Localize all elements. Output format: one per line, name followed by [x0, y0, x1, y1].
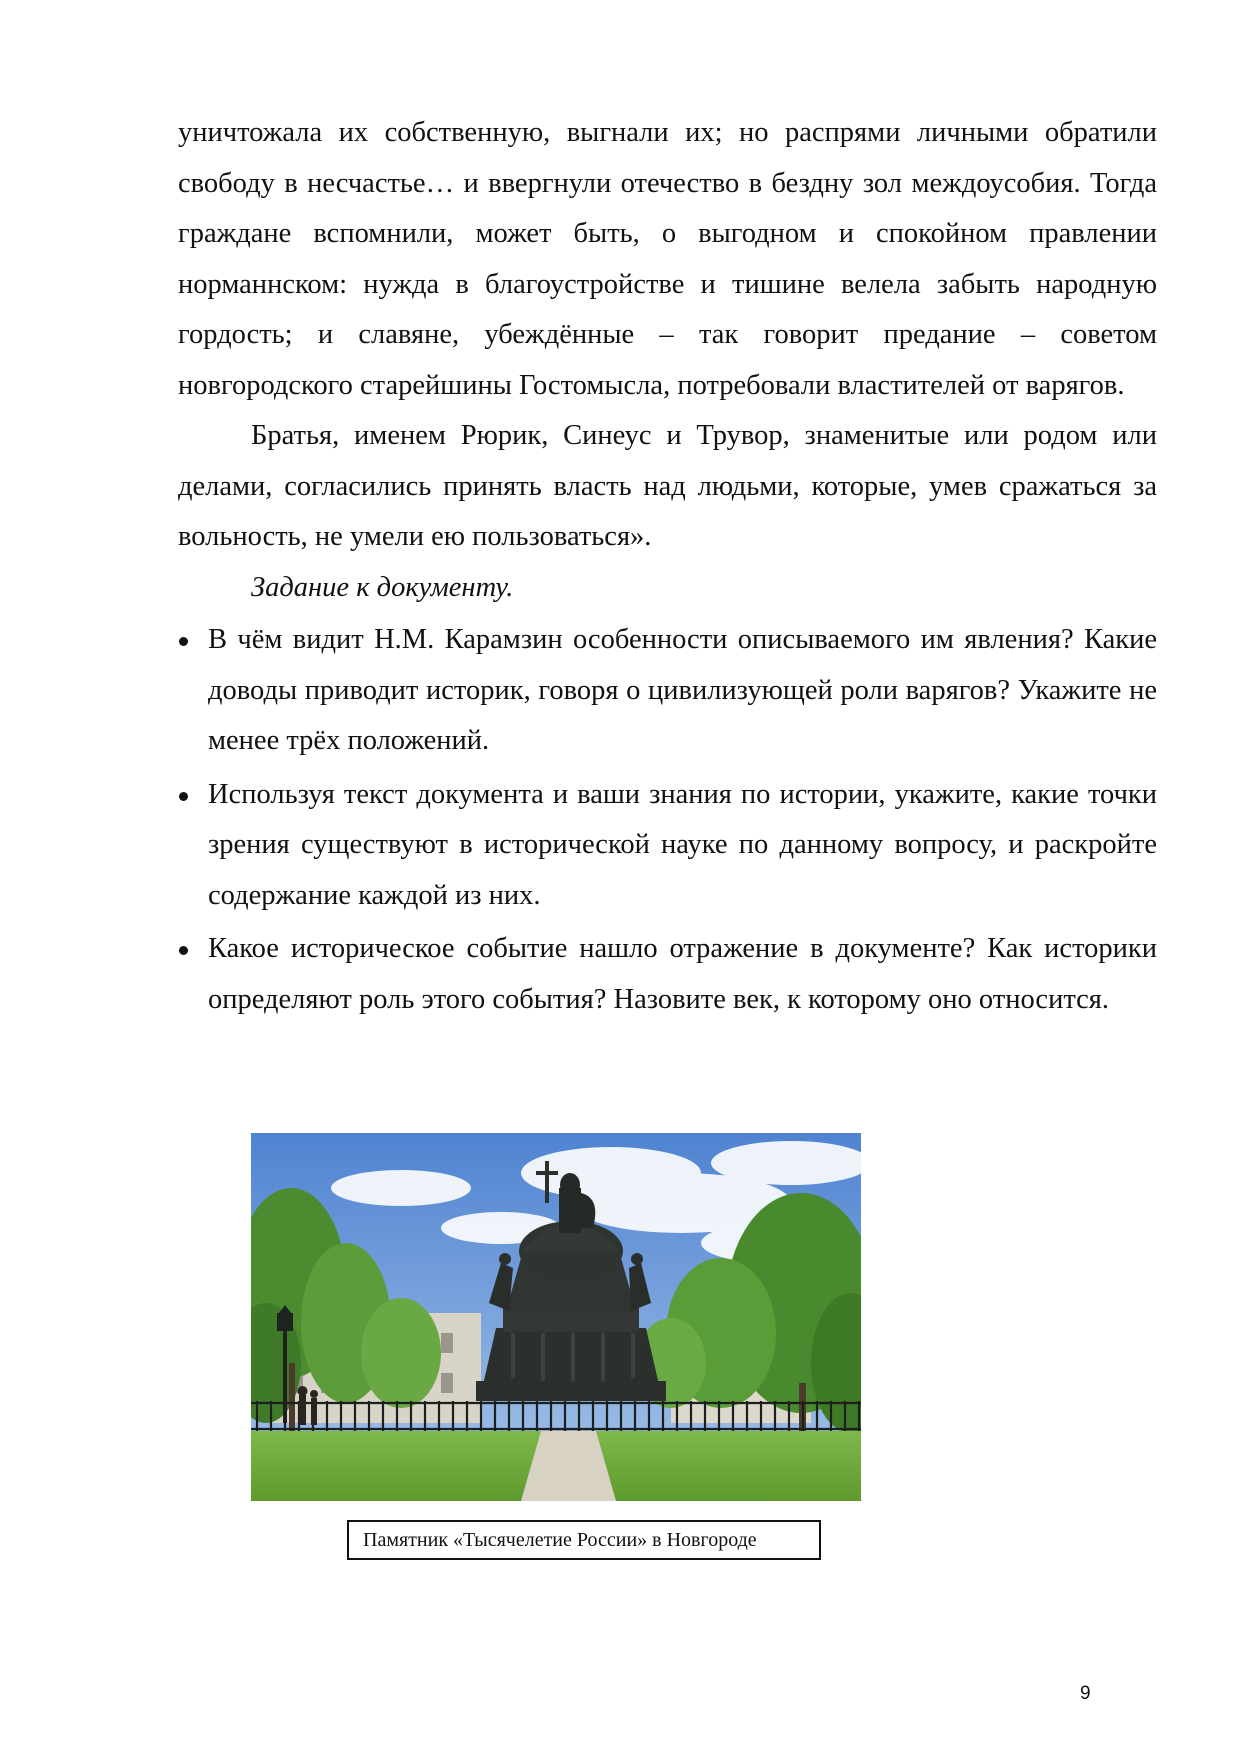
- bullet-icon: [179, 637, 188, 646]
- page-number: 9: [1080, 1683, 1091, 1704]
- question-item: [178, 615, 1157, 767]
- paragraph-2: Братья, именем Рюрик, Синеус и Трувор, знаменитые или родом или делами, согласились принять власть над людьми, которые, умев сражаться за вольность, не умели ею пользоваться».: [178, 420, 1157, 552]
- monument-photo: [251, 1133, 861, 1501]
- paragraph-1: уничтожала их собственную, выгнали их; но распрями личными обратили свободу в несчастье… и ввергнули отечество в бездну зол междоусобия. Тогда граждане вспомнили, может быть, о выгодном и спокойном правлении норманнском: нужда в благоустройстве и тишине велела забыть народную гордость; и славяне, убеждённые – так говорит предание – советом новгородского старейшины Гостомысла, потребовали властителей от варягов.: [178, 117, 1157, 401]
- question-list: [178, 615, 1157, 1025]
- question-item: [178, 924, 1157, 1025]
- question-text: В чём видит Н.М. Карамзин особенности описываемого им явления? Какие доводы приводит историк, говоря о цивилизующей роли варягов? Укажите не менее трёх положений.: [208, 624, 1157, 756]
- bullet-icon: [179, 946, 188, 955]
- figure-caption: Памятник «Тысячелетие России» в Новгороде: [347, 1520, 821, 1560]
- question-item: [178, 770, 1157, 922]
- task-title: Задание к документу.: [251, 571, 514, 603]
- question-text: Какое историческое событие нашло отражение в документе? Как историки определяют роль этого события? Назовите век, к которому оно относится.: [208, 933, 1157, 1015]
- body-text: [178, 108, 1157, 1028]
- bullet-icon: [179, 792, 188, 801]
- question-text: Используя текст документа и ваши знания по истории, укажите, какие точки зрения существуют в исторической науке по данному вопросу, и раскройте содержание каждой из них.: [208, 778, 1157, 911]
